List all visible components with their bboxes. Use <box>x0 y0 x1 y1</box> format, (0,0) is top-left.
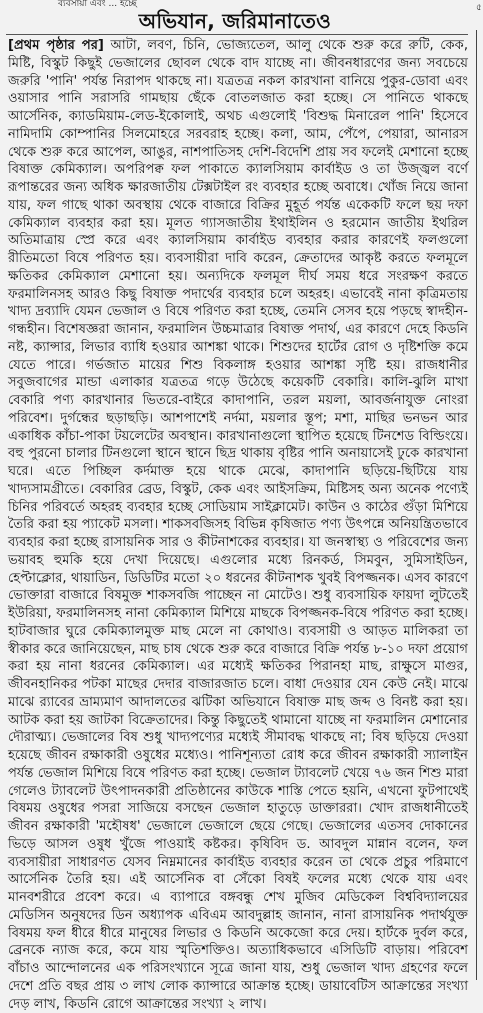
headline-rule <box>6 34 468 35</box>
previous-column-text: ব্যবসায়ী এবং ... হচ্ছে <box>58 0 137 9</box>
article-headline: অভিযান, জরিমানাতেও <box>138 9 332 33</box>
column-divider <box>476 30 477 980</box>
edge-mark: ৫ <box>476 3 482 13</box>
article-text: আটা, লবণ, চিনি, ভোজ্যতেল, আলু থেকে শুরু করে রুটি, কেক, মিষ্টি, বিস্কুট কিছুই ভেজালের ছোবল থেকে বাদ যাচ্ছে না। জীবনধারণের জন্য সবচেয়ে জরুরি 'পানি' পর্যন্ত নিরাপদ থাকছে না। যত্রতত্র নকল কারখানা বানিয়ে পুকুর-ডোবা এবং ওয়াসার পানি সরাসরি গামছায় ছেঁকে বোতলজাত করা হচ্ছে। সে পানিতে থাকছে আর্সেনিক, ক্যাডমিয়াম-লেড-ইকোলাই, অথচ এগুলোই 'বিশুদ্ধ মিনারেল পানি' হিসেবে নামিদামি কোম্পানির সিলমোহরে সরবরাহ হচ্ছে। কলা, আম, পেঁপে, পেয়ারা, আনারস থেকে শুরু করে আপেল, আঙুর, নাশপাতিসহ দেশি-বিদেশি প্রায় সব ফলেই মেশানো হচ্ছে বিষাক্ত কেমিক্যাল। অপরিপক্ব ফল পাকাতে ক্যালসিয়াম কার্বাইড ও তা উজ্জ্বল বর্ণে রূপান্তরের জন্য অধিক ক্ষারজাতীয় টেক্সটাইল রং ব্যবহার হচ্ছে অবাধে। খোঁজ নিয়ে জানা যায়, ফল গাছে থাকা অবস্থায় থেকে বাজারে বিক্রির মুহূর্ত পর্যন্ত একেকটি ফলে ছয় দফা কেমিক্যাল ব্যবহার করা হয়। মূলত গ্যাসজাতীয় ইথাইলিন ও হরমোন জাতীয় ইথরিল অতিমাত্রায় স্প্রে করে এবং ক্যালসিয়াম কার্বাইড ব্যবহার করার কারণেই ফলগুলো রীতিমতো বিষে পরিণত হয়। ব্যবসায়ীরা দাবি করেন, ক্রেতাদের আকৃষ্ট করতে ফলমূলে ক্ষতিকর কেমিক্যাল মেশানো হয়। অন্যদিকে ফলমূল দীর্ঘ সময় ধরে সংরক্ষণ করতে ফরমালিনসহ আরও কিছু বিষাক্ত পদার্থের ব্যবহার চলে অহরহ। এভাবেই নানা কৃত্রিমতায় খাদ্য দ্রব্যাদি যেমন ভেজাল ও বিষে পরিণত করা হচ্ছে, তেমনি সেসব হয়ে পড়ছে স্বাদহীন-গন্ধহীন। বিশেষজ্ঞরা জানান, ফরমালিন উচ্চমাত্রার বিষাক্ত পদার্থ, এর কারণে দেহে কিডনি নষ্ট, ক্যান্সার, লিভার ব্যাধি হওয়ার আশঙ্কা থাকে। শিশুদের হার্টের রোগ ও দৃষ্টিশক্তি কমে যেতে পারে। গর্ভজাত মায়ের শিশু বিকলাঙ্গ হওয়ার আশঙ্কা সৃষ্টি হয়। রাজধানীর সবুজবাগের মান্ডা এলাকার যত্রতত্র গড়ে উঠেছে কয়েকটি বেকারি। কালি-ঝুলি মাখা বেকারি পণ্য কারখানার ভিতরে-বাইরে কাদাপানি, তরল ময়লা, আবর্জনাযুক্ত নোংরা পরিবেশ। দুর্গন্ধের ছড়াছড়ি। আশপাশেই নর্দমা, ময়লার স্তূপ; মশা, মাছির ভনভন আর একাধিক কাঁচা-পাকা টয়লেটের অবস্থান। কারখানাগুলো স্থাপিত হয়েছে টিনশেড বিল্ডিংয়ে। বহু পুরনো চালার টিনগুলো স্থানে স্থানে ছিদ্র থাকায় বৃষ্টির পানি অনায়াসেই ঢুকে কারখানা ঘরে। এতে পিচ্ছিল কর্দমাক্ত হয়ে থাকে মেঝে, কাদাপানি ছড়িয়ে-ছিটিয়ে যায় খাদ্যসামগ্রীতে। বেকারির ব্রেড, বিস্কুট, কেক এবং আইসক্রিম, মিষ্টিসহ অন্য অনেক পণ্যেই চিনির পরিবর্তে অহরহ ব্যবহার হচ্ছে সোডিয়াম সাইক্লামেট। কাউন ও কাঠের গুঁড়া মিশিয়ে তৈরি করা হয় প্যাকেট মসলা। শাকসবজিসহ বিভিন্ন কৃষিজাত পণ্য উৎপন্নে অনিয়ন্ত্রিতভাবে ব্যবহার করা হচ্ছে রাসায়নিক সার ও কীটনাশকের ব্যবহার। যা জনস্বাস্থ্য ও পরিবেশের জন্য ভয়াবহ হুমকি হয়ে দেখা দিয়েছে। এগুলোর মধ্যে রিনকর্ড, সিমবুন, সুমিসাইডিন, হেপ্টাক্লোর, থায়াডিন, ডিডিটির মতো ২০ ধরনের কীটনাশক খুবই বিপজ্জনক। এসব কারণে ভোক্তারা বাজারে বিষমুক্ত শাকসবজি পাচ্ছেন না মোটেও। শুধু ব্যবসায়িক ফায়দা লুটতেই ইউরিয়া, ফরমালিনসহ নানা কেমিক্যাল মিশিয়ে মাছকে বিপজ্জনক-বিষে পরিণত করা হচ্ছে। হাটবাজার ঘুরে কেমিক্যালমুক্ত মাছ মেলে না কোথাও। ব্যবসায়ী ও আড়ত মালিকরা তা স্বীকার করে জানিয়েছেন, মাছ চাষ থেকে শুরু করে বাজারে বিক্রি পর্যন্ত ৮-১০ দফা প্রয়োগ করা হয় নানা ধরনের কেমিক্যাল। এর মধ্যেই ক্ষতিকর পিরানহা মাছ, রাক্ষুসে মাগুর, জীবনহানিকর পটকা মাছের দেদার বাজারজাত চলে। বাধা দেওয়ার যেন কেউ নেই। মাঝে মাঝে র‍্যাবের ভ্রাম্যমাণ আদালতের ঝটিকা অভিযানে বিষাক্ত মাছ জব্দ ও বিনষ্ট করা হয়। আটক করা হয় জাটকা বিক্রেতাদের। কিন্তু কিছুতেই থামানো যাচ্ছে না ফরমালিন মেশানোর দৌরাত্ম্য। ভেজালের বিষ শুধু খাদ্যপণ্যের মধ্যেই সীমাবদ্ধ থাকছে না; বিষ ছড়িয়ে দেওয়া হয়েছে জীবন রক্ষাকারী ওষুধের মধ্যেও। পানিশূন্যতা রোধ করে জীবন রক্ষাকারী স্যালাইন পর্যন্ত ভেজাল মিশিয়ে বিষে পরিণত করা হচ্ছে। ভেজাল ট্যাবলেট খেয়ে ৭৬ জন শিশু মারা গেলেও ট্যাবলেট উৎপাদনকারী প্রতিষ্ঠানের কাউকে শাস্তি পেতে হয়নি, এখনো ফুটপাথেই বিষময় ওষুধের পসরা সাজিয়ে বসছেন ভেজাল হাতুড়ে ডাক্তাররা। খোদ রাজধানীতেই জীবন রক্ষাকারী 'মহৌষধ' ভেজালে ভেজালে ছেয়ে গেছে। ভেজালের এতসব দোকানের ভিড়ে আসল ওষুধ খুঁজে পাওয়াই কষ্টকর। কৃষিবিদ ড. আবদুল মান্নান বলেন, ফল ব্যবসায়ীরা সাধারণত যেসব নিম্নমানের কার্বাইড ব্যবহার করেন তা থেকে প্রচুর পরিমাণে আর্সেনিক তৈরি হয়। এই আর্সেনিক বা সেঁকো বিষই ফলের মধ্যে থেকে যায় এবং মানবশরীরে প্রবেশ করে। এ ব্যাপারে বঙ্গবন্ধু শেখ মুজিব মেডিকেল বিশ্ববিদ্যালয়ের মেডিসিন অনুষদের ডিন অধ্যাপক এবিএম আবদুল্লাহ জানান, নানা রাসায়নিক পদার্থযুক্ত বিষময় ফল ধীরে ধীরে মানুষের লিভার ও কিডনি অকেজো করে দেয়। হার্টকে দুর্বল করে, ব্রেনকে ন্যাজ করে, কমে যায় স্মৃতিশক্তিও। অত্যাধিকভাবে এসিডিটি বাড়ায়। পরিবেশ বাঁচাও আন্দোলনের এক পরিসংখ্যানে সূত্রে জানা যায়, শুধু ভেজাল খাদ্য গ্রহণের ফলে দেশে প্রতি বছর প্রায় ৩ লাখ লোক ক্যান্সারে আক্রান্ত হচ্ছে। ডায়াবেটিস আক্রান্তের সংখ্যা দেড় লাখ, কিডনি রোগে আক্রান্তের সংখ্যা ২ লাখ। <box>8 38 468 1012</box>
adjacent-column <box>476 0 483 978</box>
article-body <box>8 37 468 1012</box>
article-paragraph <box>8 37 468 1013</box>
continuation-label: [প্রথম পৃষ্ঠার পর] <box>8 38 104 53</box>
